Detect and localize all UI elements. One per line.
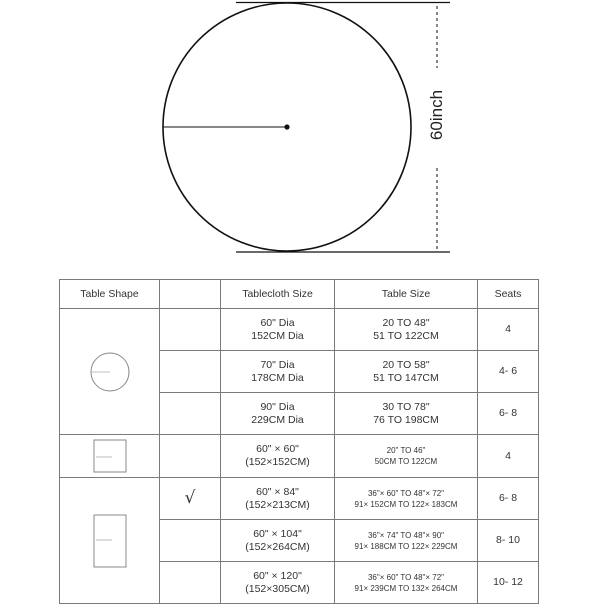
- header-blank: [160, 280, 221, 309]
- shape-cell-round: [60, 309, 160, 435]
- tablecloth-size-cell: 60" × 60" (152×152CM): [221, 435, 335, 478]
- shape-cell-square: [60, 435, 160, 478]
- seats-cell: 6- 8: [478, 478, 539, 520]
- mark-cell: [160, 351, 221, 393]
- seats-cell: 8- 10: [478, 520, 539, 562]
- table-row: [60, 478, 539, 520]
- tablecloth-size-cell: 70" Dia 178CM Dia: [221, 351, 335, 393]
- mark-cell: [160, 435, 221, 478]
- seats-cell: 4: [478, 435, 539, 478]
- table-size-cell: 36"× 60" TO 48"× 72" 91× 152CM TO 122× 183CM: [335, 478, 478, 520]
- header-table-shape: Table Shape: [60, 280, 160, 309]
- dimension-label-text: 60inch: [427, 89, 446, 141]
- center-dot: [284, 124, 289, 129]
- header-seats: Seats: [478, 280, 539, 309]
- rectangle-table-icon: [92, 513, 128, 569]
- table-size-cell: 20 TO 48" 51 TO 122CM: [335, 309, 478, 351]
- tablecloth-size-cell: 60" × 120" (152×305CM): [221, 562, 335, 604]
- table-header-row: [60, 280, 539, 309]
- table-row: [60, 435, 539, 478]
- table-size-cell: 30 TO 78" 76 TO 198CM: [335, 393, 478, 435]
- seats-cell: 10- 12: [478, 562, 539, 604]
- table-size-cell: 36"× 74" TO 48"× 90" 91× 188CM TO 122× 229CM: [335, 520, 478, 562]
- table-row: [60, 309, 539, 351]
- round-table-icon: [85, 352, 135, 392]
- tablecloth-size-cell: 60" × 104" (152×264CM): [221, 520, 335, 562]
- table-size-cell: 20" TO 46" 50CM TO 122CM: [335, 435, 478, 478]
- seats-cell: 4: [478, 309, 539, 351]
- seats-cell: 6- 8: [478, 393, 539, 435]
- mark-cell: [160, 393, 221, 435]
- shape-cell-rectangle: [60, 478, 160, 604]
- mark-cell: [160, 309, 221, 351]
- header-table-size: Table Size: [335, 280, 478, 309]
- table-size-cell: 36"× 60" TO 48"× 72" 91× 239CM TO 132× 264CM: [335, 562, 478, 604]
- square-table-icon: [92, 438, 128, 474]
- tablecloth-size-cell: 60" Dia 152CM Dia: [221, 309, 335, 351]
- tablecloth-size-cell: 60" × 84" (152×213CM): [221, 478, 335, 520]
- mark-cell: [160, 520, 221, 562]
- mark-cell: [160, 562, 221, 604]
- check-mark-cell: √: [160, 478, 221, 520]
- seats-cell: 4- 6: [478, 351, 539, 393]
- table-size-cell: 20 TO 58" 51 TO 147CM: [335, 351, 478, 393]
- tablecloth-size-cell: 90" Dia 229CM Dia: [221, 393, 335, 435]
- header-tablecloth-size: Tablecloth Size: [221, 280, 335, 309]
- size-chart-table: [59, 279, 539, 604]
